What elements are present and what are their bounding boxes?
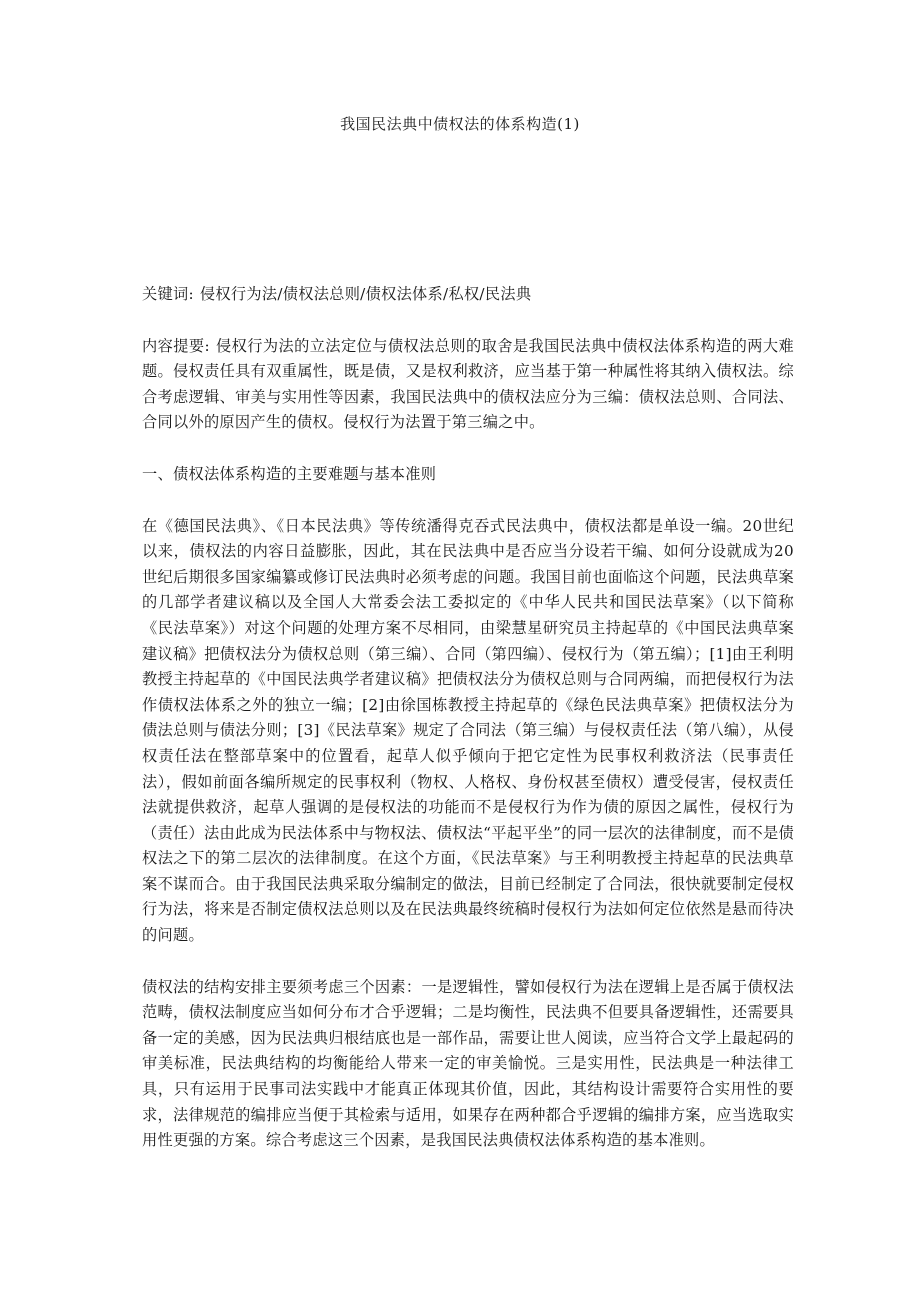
abstract-paragraph <box>142 334 794 436</box>
keywords-line <box>142 282 794 308</box>
abstract-text: 侵权行为法的立法定位与债权法总则的取舍是我国民法典中债权法体系构造的两大难题。侵权责任具有双重属性，既是债，又是权利救济，应当基于第一种属性将其纳入债权法。综合考虑逻辑、审美与实用性等因素，我国民法典中的债权法应分为三编：债权法总则、合同法、合同以外的原因产生的债权。侵权行为法置于第三编之中。 <box>142 336 794 432</box>
document-body <box>142 282 794 1180</box>
document-title: 我国民法典中债权法的体系构造(1) <box>340 115 580 133</box>
body-paragraph-1: 在《德国民法典》、《日本民法典》等传统潘得克吞式民法典中，债权法都是单设一编。20世纪以来，债权法的内容日益膨胀，因此，其在民法典中是否应当分设若干编、如何分设就成为20世纪后期很多国家编纂或修订民法典时必须考虑的问题。我国目前也面临这个问题，民法典草案的几部学者建议稿以及全国人大常委会法工委拟定的《中华人民共和国民法草案》（以下简称《民法草案》）对这个问题的处理方案不尽相同，由梁慧星研究员主持起草的《中国民法典草案建议稿》把债权法分为债权总则（第三编）、合同（第四编）、侵权行为（第五编）；[1]由王利明教授主持起草的《中国民法典学者建议稿》把债权法分为债权总则与合同两编，而把侵权行为法作债权法体系之外的独立一编；[2]由徐国栋教授主持起草的《绿色民法典草案》把债权法分为债法总则与债法分则；[3]《民法草案》规定了合同法（第三编）与侵权责任法（第八编），从侵权责任法在整部草案中的位置看，起草人似乎倾向于把它定性为民事权利救济法（民事责任法），假如前面各编所规定的民事权利（物权、人格权、身份权甚至债权）遭受侵害，侵权责任法就提供救济，起草人强调的是侵权法的功能而不是侵权行为作为债的原因之属性，侵权行为（责任）法由此成为民法体系中与物权法、债权法“平起平坐”的同一层次的法律制度，而不是债权法之下的第二层次的法律制度。在这个方面，《民法草案》与王利明教授主持起草的民法典草案不谋而合。由于我国民法典采取分编制定的做法，目前已经制定了合同法，很快就要制定侵权行为法，将来是否制定债权法总则以及在民法典最终统稿时侵权行为法如何定位依然是悬而待决的问题。 <box>142 516 794 945</box>
keywords-text: 侵权行为法/债权法总则/债权法体系/私权/民法典 <box>199 285 532 303</box>
section-heading: 一、债权法体系构造的主要难题与基本准则 <box>142 464 437 483</box>
keywords-label: 关键词: <box>142 285 194 303</box>
abstract-label: 内容提要: <box>142 336 210 355</box>
body-paragraph-2: 债权法的结构安排主要须考虑三个因素：一是逻辑性，譬如侵权行为法在逻辑上是否属于债权法范畴，债权法制度应当如何分布才合乎逻辑；二是均衡性，民法典不但要具备逻辑性，还需要具备一定的美感，因为民法典归根结底也是一部作品，需要让世人阅读，应当符合文学上最起码的审美标准，民法典结构的均衡能给人带来一定的审美愉悦。三是实用性，民法典是一种法律工具，只有运用于民事司法实践中才能真正体现其价值，因此，其结构设计需要符合实用性的要求，法律规范的编排应当便于其检索与适用，如果存在两种都合乎逻辑的编排方案，应当选取实用性更强的方案。综合考虑这三个因素，是我国民法典债权法体系构造的基本准则。 <box>142 977 794 1150</box>
